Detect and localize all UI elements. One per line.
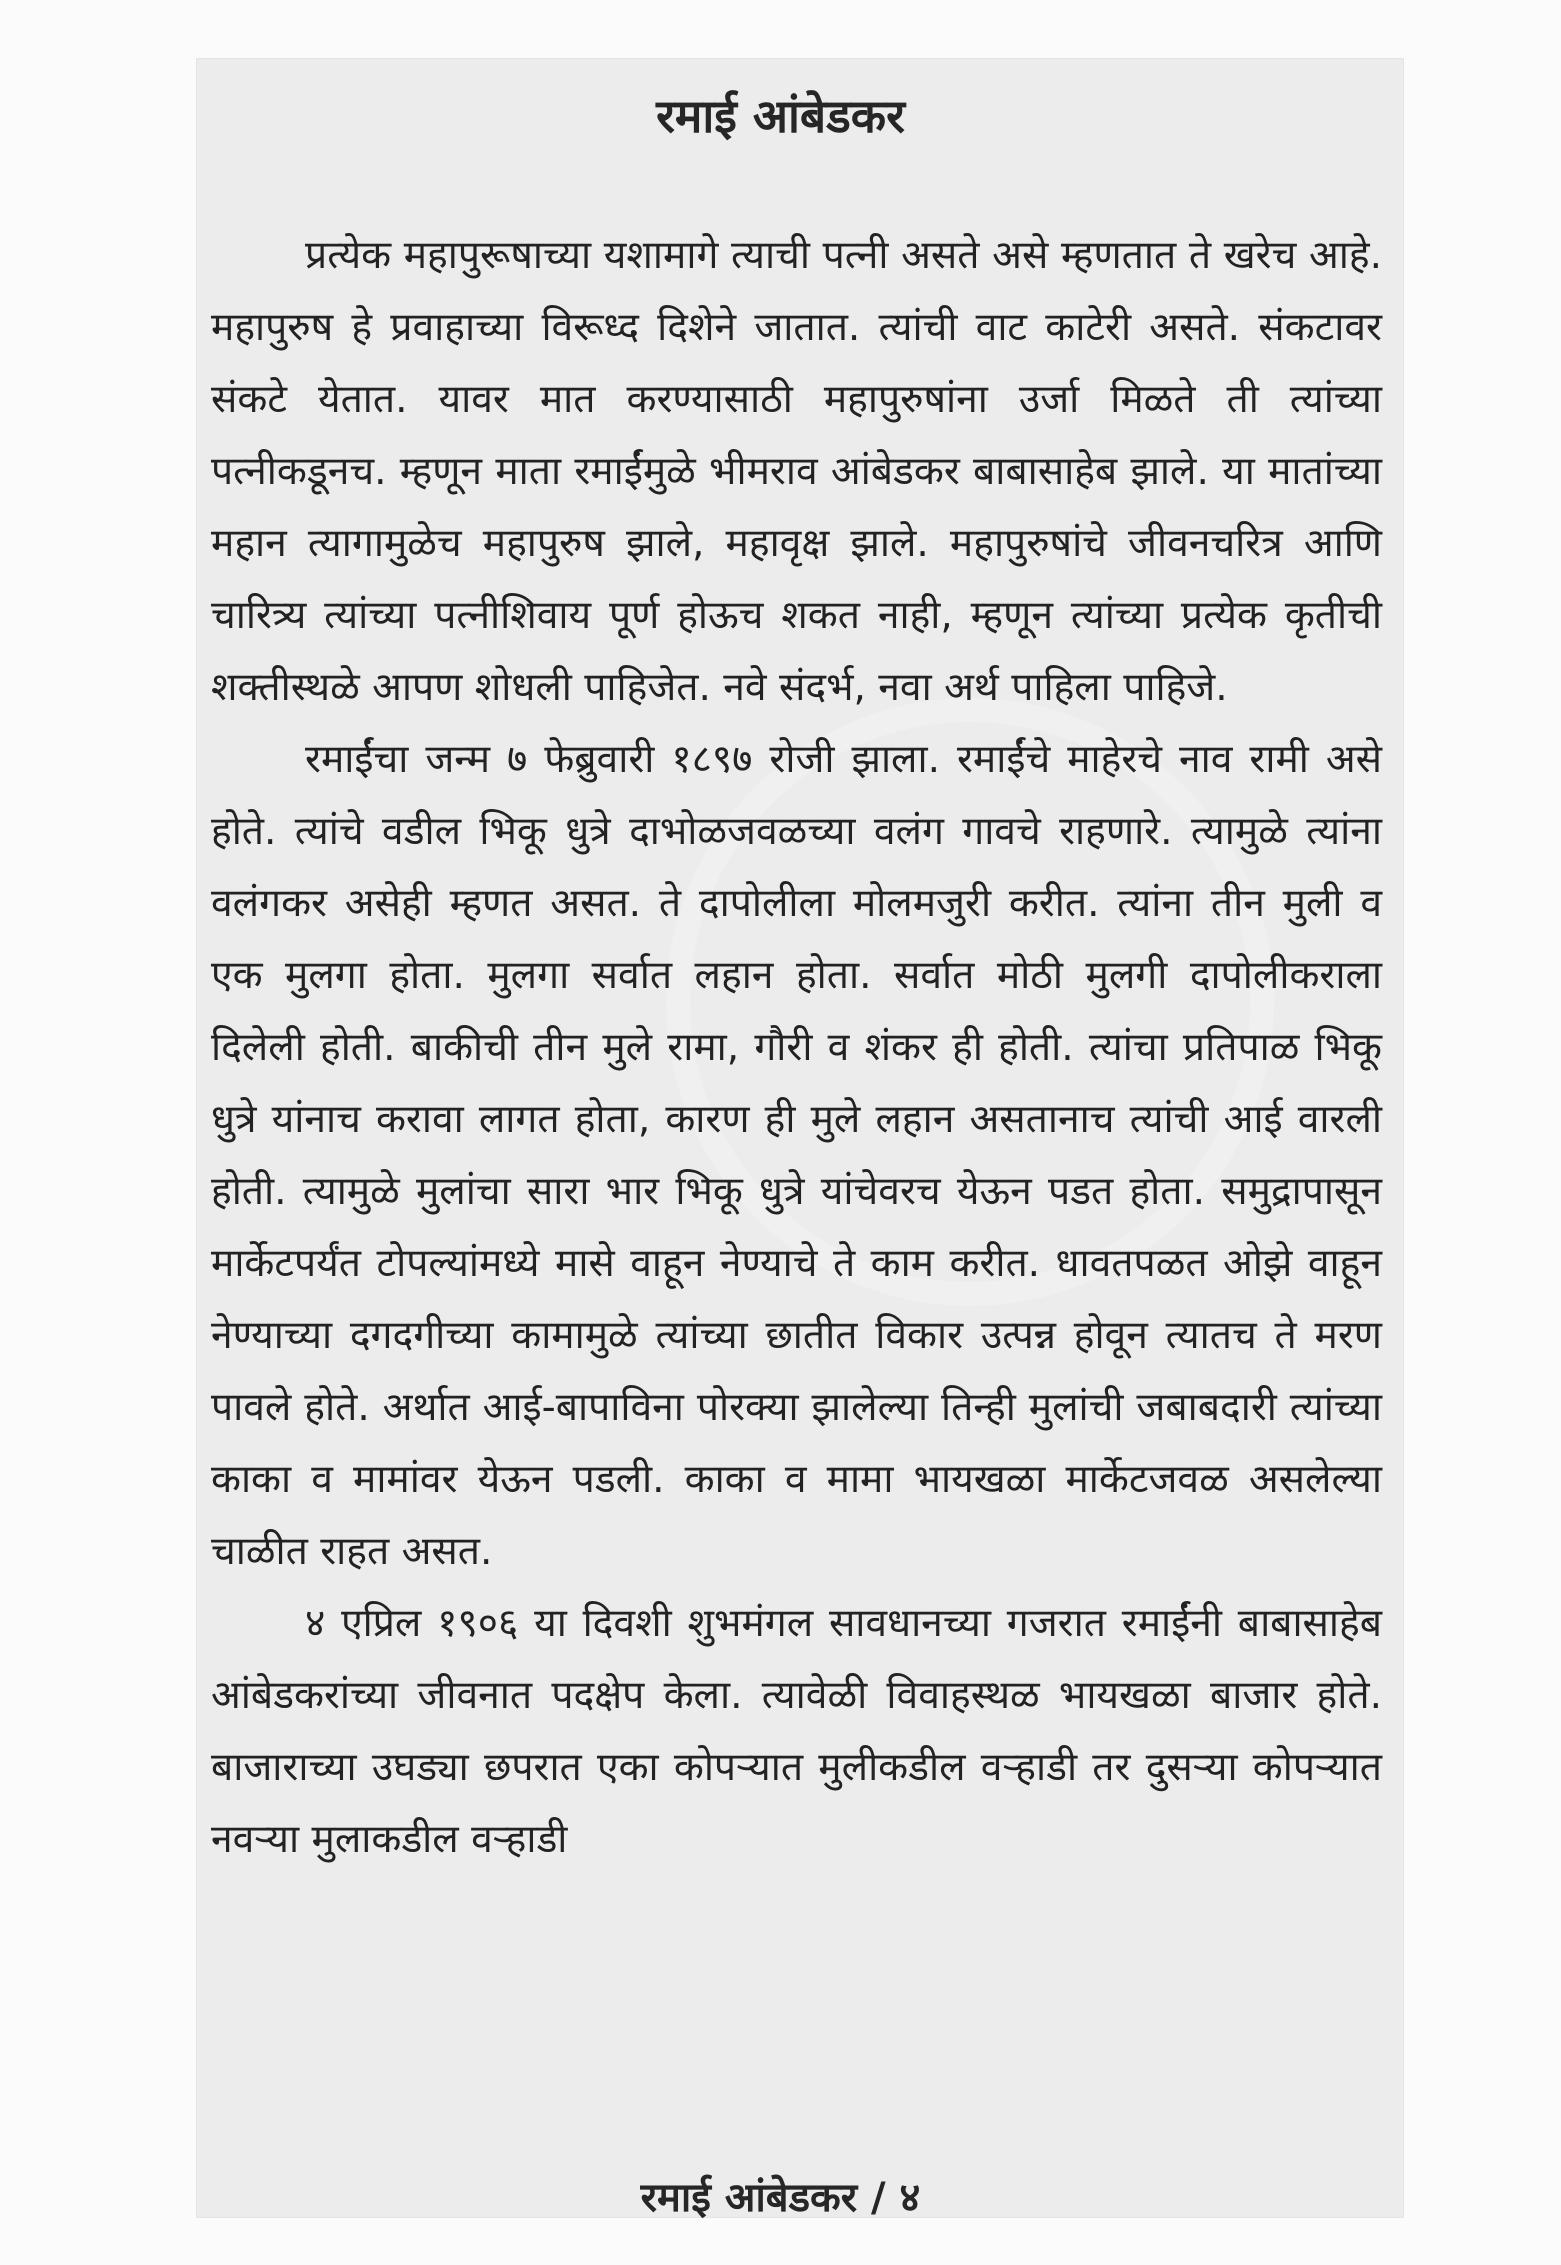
paragraph-3: ४ एप्रिल १९०६ या दिवशी शुभमंगल सावधानच्या गजरात रमाईंनी बाबासाहेब आंबेडकरांच्या जीवनात पदक्षेप केला. त्यावेळी विवाहस्थळ भायखळा बाजार होते. बाजाराच्या उघड्या छपरात एका कोपऱ्यात मुलीकडील वऱ्हाडी तर दुसऱ्या कोपऱ्यात नवऱ्या मुलाकडील वऱ्हाडी — [211, 1601, 1382, 1862]
paragraph-1: प्रत्येक महापुरूषाच्या यशामागे त्याची पत्नी असते असे म्हणतात ते खरेच आहे. महापुरुष हे प्रवाहाच्या विरूध्द दिशेने जातात. त्यांची वाट काटेरी असते. संकटावर संकटे येतात. यावर मात करण्यासाठी महापुरुषांना उर्जा मिळते ती त्यांच्या पत्नीकडूनच. म्हणून माता रमाईंमुळे भीमराव आंबेडकर बाबासाहेब झाले. या मातांच्या महान त्यागामुळेच महापुरुष झाले, महावृक्ष झाले. महापुरुषांचे जीवनचरित्र आणि चारित्र्य त्यांच्या पत्नीशिवाय पूर्ण होऊच शकत नाही, म्हणून त्यांच्या प्रत्येक कृतीची शक्तीस्थळे आपण शोधली पाहिजेत. नवे संदर्भ, नवा अर्थ पाहिला पाहिजे. — [211, 233, 1382, 710]
body-text — [211, 220, 1382, 1876]
page-title: रमाई आंबेडकर — [656, 89, 905, 143]
page-footer: रमाई आंबेडकर / ४ — [640, 2175, 921, 2221]
paragraph-2: रमाईंचा जन्म ७ फेब्रुवारी १८९७ रोजी झाला. रमाईंचे माहेरचे नाव रामी असे होते. त्यांचे वडील भिकू धुत्रे दाभोळजवळच्या वलंग गावचे राहणारे. त्यामुळे त्यांना वलंगकर असेही म्हणत असत. ते दापोलीला मोलमजुरी करीत. त्यांना तीन मुली व एक मुलगा होता. मुलगा सर्वात लहान होता. सर्वात मोठी मुलगी दापोलीकराला दिलेली होती. बाकीची तीन मुले रामा, गौरी व शंकर ही होती. त्यांचा प्रतिपाळ भिकू धुत्रे यांनाच करावा लागत होता, कारण ही मुले लहान असतानाच त्यांची आई वारली होती. त्यामुळे मुलांचा सारा भार भिकू धुत्रे यांचेवरच येऊन पडत होता. समुद्रापासून मार्केटपर्यंत टोपल्यांमध्ये मासे वाहून नेण्याचे ते काम करीत. धावतपळत ओझे वाहून नेण्याच्या दगदगीच्या कामामुळे त्यांच्या छातीत विकार उत्पन्न होवून त्यातच ते मरण पावले होते. अर्थात आई-बापाविना पोरक्या झालेल्या तिन्ही मुलांची जबाबदारी त्यांच्या काका व मामांवर येऊन पडली. काका व मामा भायखळा मार्केटजवळ असलेल्या चाळीत राहत असत. — [211, 737, 1382, 1574]
